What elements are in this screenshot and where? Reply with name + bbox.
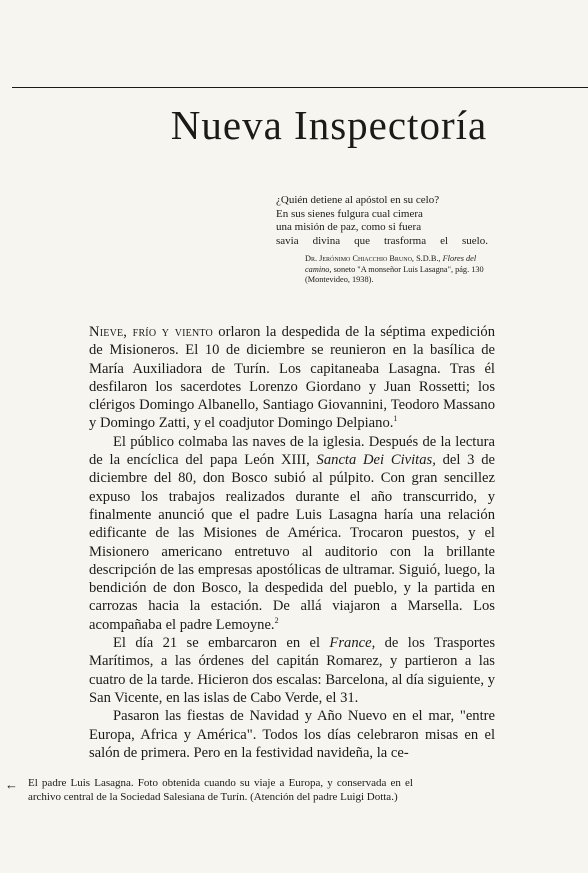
paragraph-2: El público colmaba las naves de la iglesia. Después de la lectura de la encíclica del papa León XIII, Sancta Dei Civitas, del 3 de diciembre del 80, don Bosco subió al púlpito. Con gran sencillez expuso los trabajos realizados durante el año transcurrido, y finalmente anunció que el padre Luis Lasagna haría una relación edificante de las Misiones de América. Trocaron puestos, y el Misionero americano entretuvo al auditorio con la brillante descripción de las empresas apostólicas de ultramar. Siguió, luego, la bendición de don Bosco, la despedida del pueblo, y la partida en carrozas hacia la estación. De allá viajaron a Marsella. Los acompañaba el padre Lemoyne.$^2$ (89, 433, 495, 633)
epigraph-line: En sus sienes fulgura cual cimera (276, 207, 423, 220)
attribution-author: Dr. Jerónimo Chiacchio Bruno, S.D.B., (305, 254, 441, 263)
footnote-marker-2: 2 (274, 615, 279, 625)
paragraph-1: Nieve, frío y viento orlaron la despedida de la séptima expedición de Misioneros. El 10 de diciembre se reunieron en la basílica de María Auxiliadora de Turín. Los capitaneaba Lasagna. Tras él desfilaron los sacerdotes Lorenzo Giordano y Juan Rossetti; los clérigos Domingo Albanello, Santiago Giovannini, Teodoro Massano y Domingo Zatti, y el coadjutor Domingo Delpiano.$^1$ (89, 324, 495, 432)
epigraph (276, 194, 488, 248)
epigraph-line: ¿Quién detiene al apóstol en su celo? (276, 194, 440, 206)
epigraph-attribution (305, 254, 495, 286)
paragraph-3: El día 21 se embarcaron en el France, de los Trasportes Marítimos, a las órdenes del capitán Romarez, y partieron a las cuatro de la tarde. Hicieron dos escalas: Barcelona, al día siguiente, y San Vicente, en las islas de Cabo Verde, el 31. (89, 635, 495, 706)
top-rule (12, 87, 588, 88)
epigraph-line: savia divina que trasforma el suelo. (276, 234, 488, 247)
attribution-source-details: soneto "A monseñor Luis Lasagna", pág. 130 (Montevideo, 1938). (305, 264, 484, 284)
lead-in-small-caps: Nieve, frío y viento (89, 324, 213, 340)
encyclical-title: Sancta Dei Civitas, (316, 452, 436, 469)
photo-caption: El padre Luis Lasagna. Foto obtenida cuando su viaje a Europa, y conservada en el archivo central de la Sociedad Salesiana de Turín. (Atención del padre Luigi Dotta.) (28, 777, 413, 803)
paragraph-4: Pasaron las fiestas de Navidad y Año Nuevo en el mar, "entre Europa, Africa y América". Todos los días celebraron misas en el salón de primera. Pero en la festividad navideña, la ce- (89, 708, 495, 761)
epigraph-line: una misión de paz, como si fuera (276, 221, 422, 233)
chapter-title: Nueva Inspectoría (170, 102, 488, 148)
left-arrow-icon: ← (5, 777, 18, 792)
attribution-source-title: Flores del camino, (305, 254, 477, 274)
footnote-marker-1: 1 (393, 414, 398, 424)
ship-name: France, (329, 635, 376, 652)
body-text (89, 323, 495, 762)
